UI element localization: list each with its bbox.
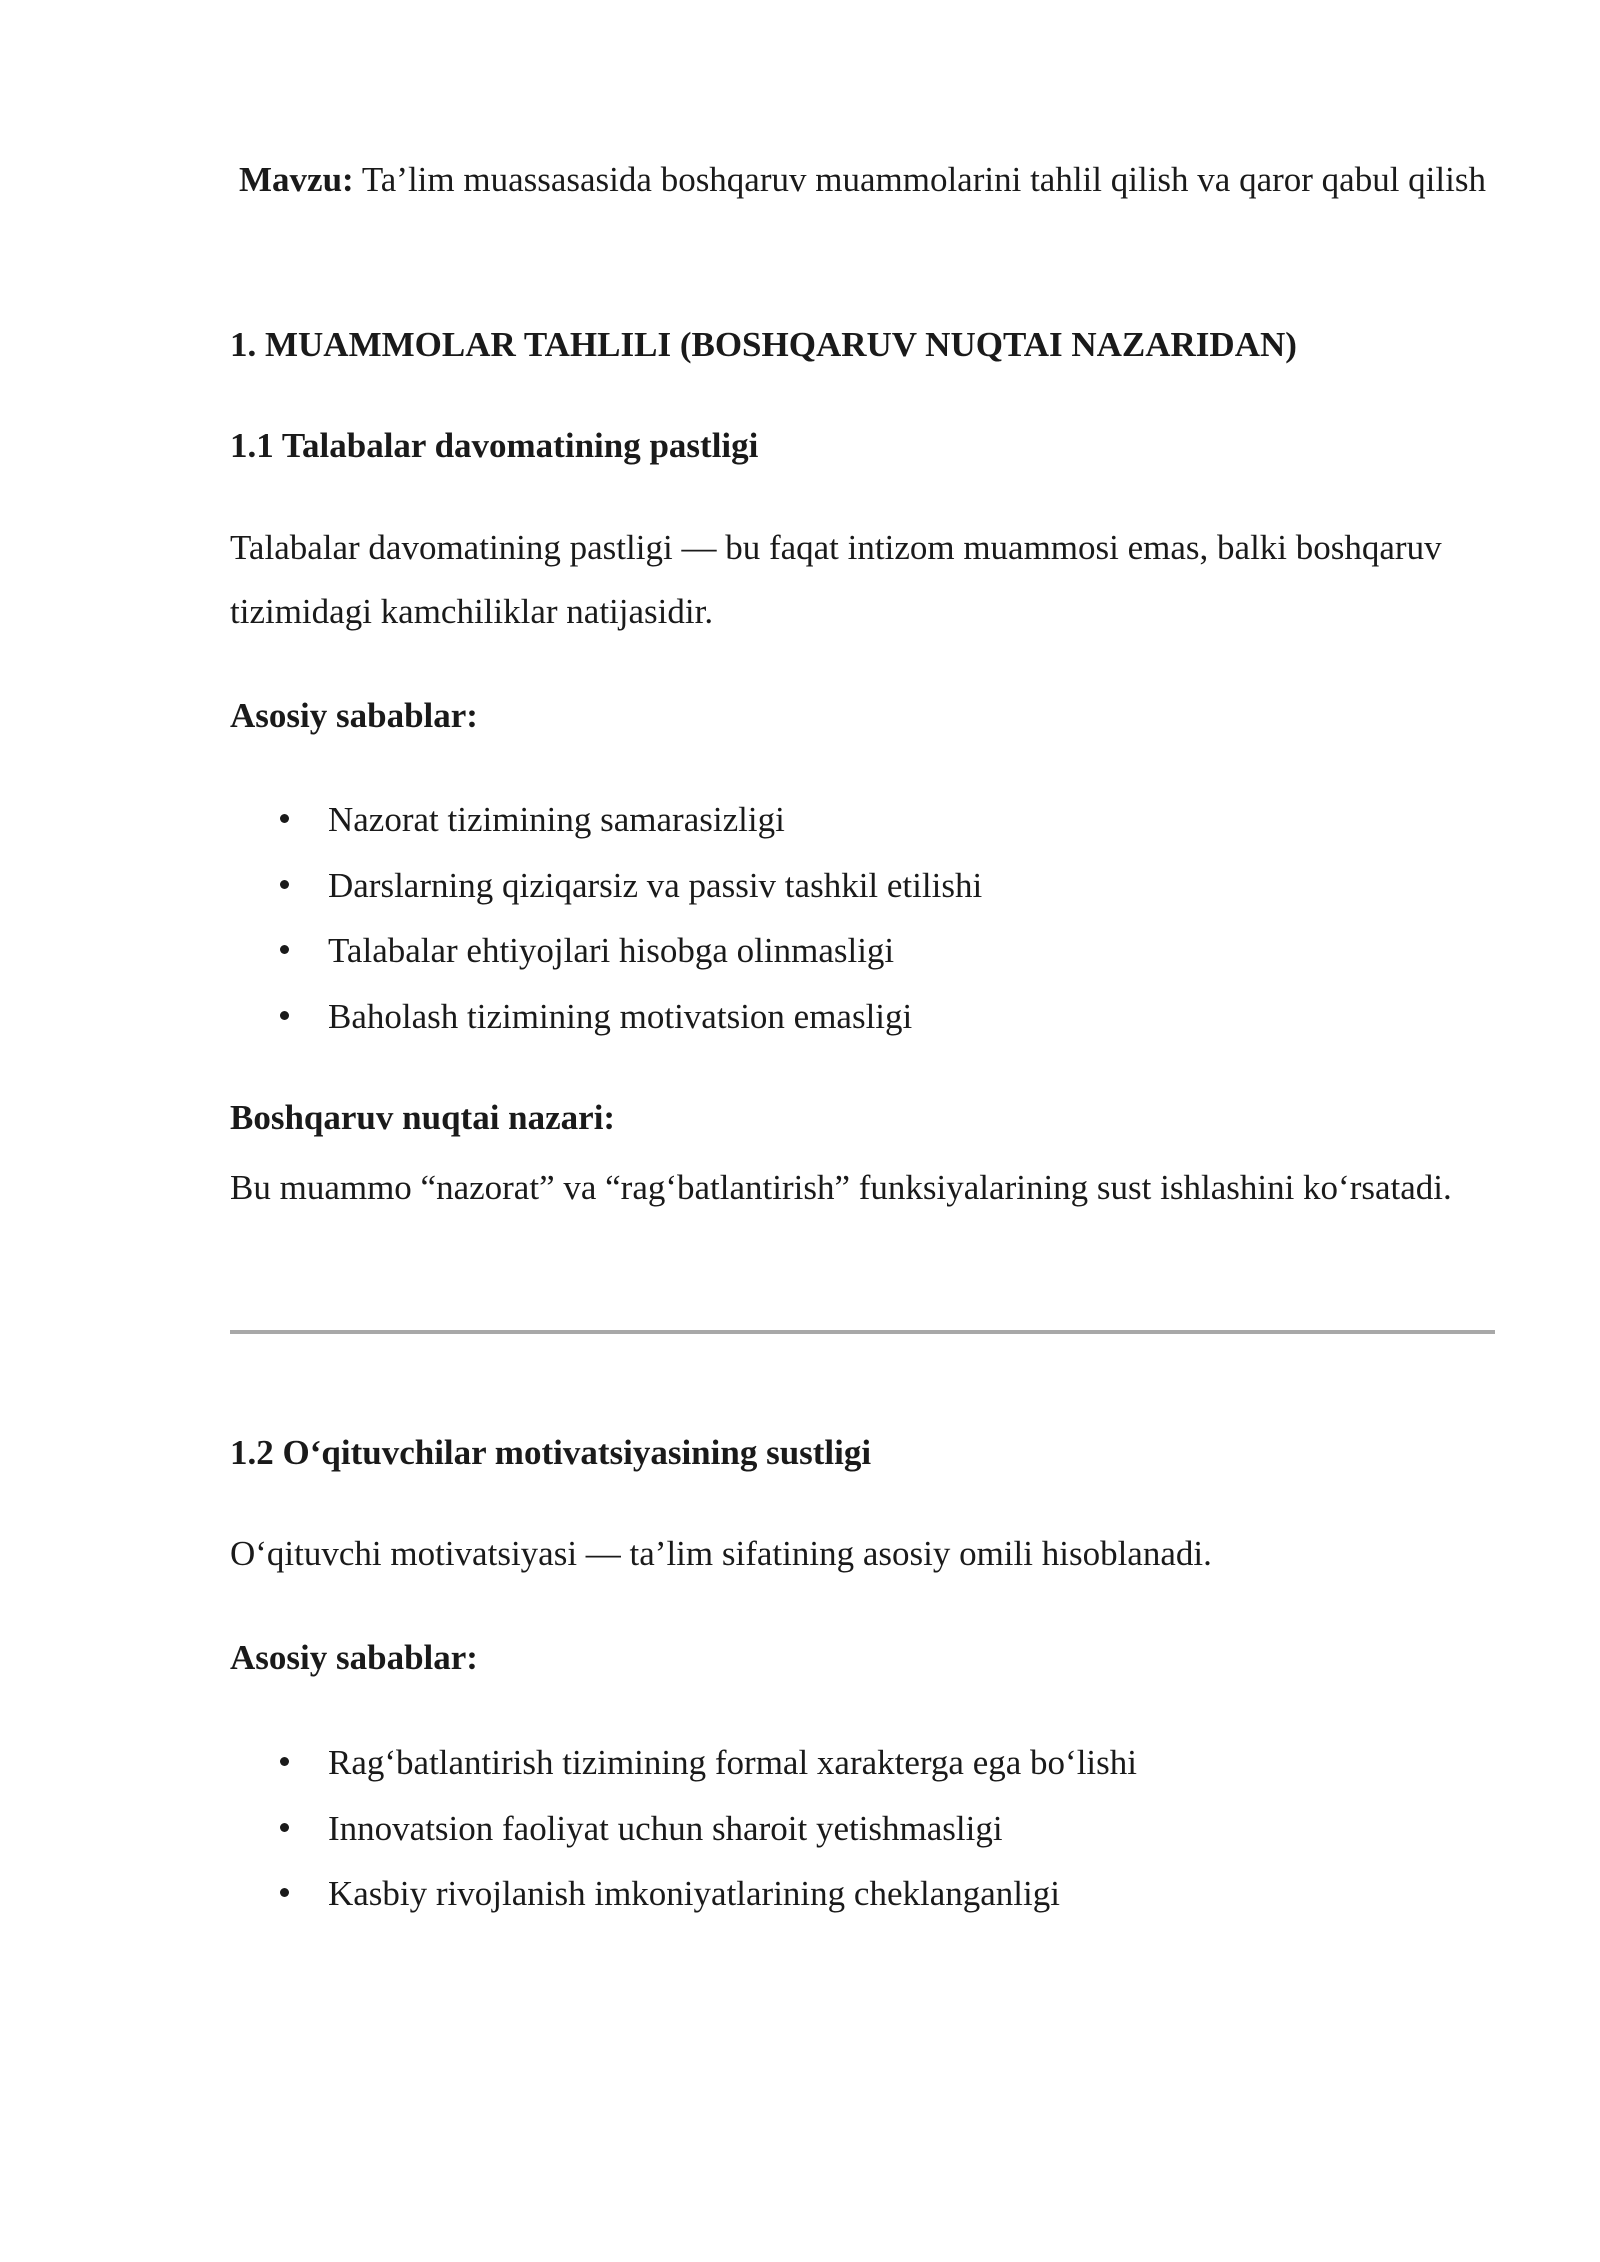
list-item-text: Baholash tizimining motivatsion emasligi	[328, 996, 913, 1036]
list-item	[230, 1730, 1137, 1796]
topic-line	[230, 148, 1495, 212]
list-item-text: Nazorat tizimining samarasizligi	[328, 800, 785, 839]
subsection-1-2-heading: 1.2 O‘qituvchilar motivatsiyasining sustligi	[230, 1433, 872, 1472]
subsection-1-2-causes-heading: Asosiy sabablar:	[230, 1638, 478, 1677]
list-item-text: Innovatsion faoliyat uchun sharoit yetishmasligi	[328, 1808, 1003, 1848]
subsection-1-2-causes-list	[230, 1730, 1137, 1927]
management-view-text: Bu muammo “nazorat” va “rag‘batlantirish” funksiyalarining sust ishlashini ko‘rsatadi.	[230, 1168, 1452, 1207]
management-view-heading: Boshqaruv nuqtai nazari:	[230, 1098, 616, 1137]
section-1-heading: 1. MUAMMOLAR TAHLILI (BOSHQARUV NUQTAI NAZARIDAN)	[230, 325, 1297, 364]
bullet-icon	[280, 945, 289, 954]
subsection-1-1-causes-heading: Asosiy sabablar:	[230, 696, 478, 735]
topic-text: Ta’lim muassasasida boshqaruv muammolarini tahlil qilish va qaror qabul qilish	[353, 160, 1486, 199]
bullet-icon	[280, 1757, 289, 1766]
list-item	[230, 1796, 1137, 1862]
bullet-icon	[280, 1888, 289, 1897]
subsection-1-1-heading: 1.1 Talabalar davomatining pastligi	[230, 426, 759, 465]
list-item	[230, 853, 982, 919]
bullet-icon	[280, 814, 289, 823]
list-item	[230, 984, 982, 1050]
list-item	[230, 1861, 1137, 1927]
list-item-text: Talabalar ehtiyojlari hisobga olinmasligi	[328, 931, 895, 970]
list-item-text: Kasbiy rivojlanish imkoniyatlarining cheklanganligi	[328, 1874, 1060, 1913]
topic-label: Mavzu:	[239, 160, 354, 199]
list-item-text: Darslarning qiziqarsiz va passiv tashkil etilishi	[328, 865, 983, 905]
bullet-icon	[280, 1011, 289, 1020]
list-item	[230, 918, 982, 984]
bullet-icon	[280, 1823, 289, 1832]
subsection-1-2-intro: O‘qituvchi motivatsiyasi — ta’lim sifatining asosiy omili hisoblanadi.	[230, 1534, 1212, 1573]
subsection-1-1-intro: Talabalar davomatining pastligi — bu faqat intizom muammosi emas, balki boshqaruv tizimidagi kamchiliklar natijasidir.	[230, 528, 1442, 631]
subsection-1-1-causes-list	[230, 787, 982, 1049]
section-divider	[230, 1330, 1495, 1334]
list-item	[230, 787, 982, 853]
bullet-icon	[280, 880, 289, 889]
list-item-text: Rag‘batlantirish tizimining formal xarakterga ega bo‘lishi	[328, 1743, 1137, 1782]
